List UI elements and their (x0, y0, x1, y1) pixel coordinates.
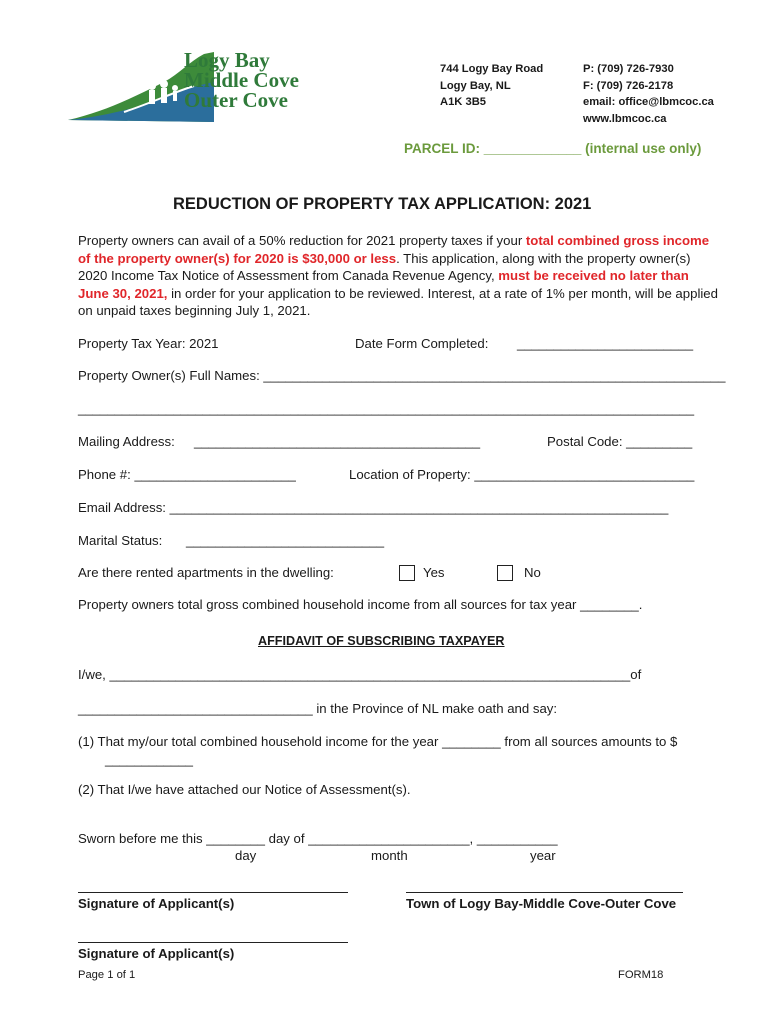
rented-apartments-label: Are there rented apartments in the dwelling: (78, 565, 334, 580)
email-field[interactable]: Email Address: ____________________________________________________________________ (78, 500, 669, 515)
affiant-name-field[interactable]: I/we, _______________________________________________________________________of (78, 667, 642, 682)
page-title: REDUCTION OF PROPERTY TAX APPLICATION: 2021 (173, 195, 592, 213)
phone-field[interactable]: Phone #: ______________________ (78, 467, 296, 482)
signature-label-2: Signature of Applicant(s) (78, 946, 235, 961)
intro-text-2: . This application, along with the property owner(s) 2020 Income Tax Notice of Assessment from Canada Revenue Agency, (78, 250, 691, 283)
month-caption: month (371, 848, 408, 863)
affiant-location-field[interactable]: ________________________________ in the Province of NL make oath and say: (78, 701, 558, 716)
signature-line-1[interactable] (78, 892, 348, 893)
location-field[interactable]: Location of Property: ______________________________ (349, 467, 695, 482)
address-line-2: Logy Bay, NL (440, 79, 511, 92)
oath-item-1-amount[interactable]: ____________ (105, 752, 194, 767)
day-caption: day (235, 848, 257, 863)
logo-line-2: Middle Cove (184, 68, 299, 92)
postal-code-field[interactable]: Postal Code: _________ (547, 434, 693, 449)
logo-line-1: Logy Bay (184, 48, 270, 72)
no-label: No (524, 565, 541, 580)
page-number: Page 1 of 1 (78, 969, 136, 981)
owner-names-field-2[interactable]: ____________________________________________________________________________________ (78, 401, 695, 416)
sworn-date-field[interactable]: Sworn before me this ________ day of ______________________, ___________ (78, 831, 558, 846)
marital-status-field[interactable]: ___________________________ (186, 533, 385, 548)
email-line: email: office@lbmcoc.ca (583, 96, 714, 108)
address-line-1: 744 Logy Bay Road (440, 63, 544, 75)
intro-highlight-1: total combined gross income of the property owner(s) for 2020 is $30,000 or less (78, 233, 710, 266)
mailing-address-label: Mailing Address: (78, 434, 175, 449)
phone-line: P: (709) 726-7930 (583, 63, 674, 75)
household-income-field[interactable]: Property owners total gross combined household income from all sources for tax year ________. (78, 597, 643, 612)
affidavit-heading: AFFIDAVIT OF SUBSCRIBING TAXPAYER (258, 634, 505, 648)
address-line-3: A1K 3B5 (440, 96, 487, 108)
intro-text-1: Property owners can avail of a 50% reduction for 2021 property taxes if your (78, 233, 526, 248)
signature-line-2[interactable] (78, 942, 348, 943)
logo (64, 42, 344, 124)
signature-label-1: Signature of Applicant(s) (78, 896, 235, 911)
header-address (440, 61, 543, 111)
parcel-id: PARCEL ID: _____________ (internal use only) (404, 141, 702, 156)
date-completed-field[interactable]: ________________________ (517, 336, 694, 351)
tax-year: Property Tax Year: 2021 (78, 336, 219, 351)
year-caption: year (530, 848, 556, 863)
intro-paragraph (78, 232, 718, 320)
fax-line: F: (709) 726-2178 (583, 79, 674, 92)
oath-item-1[interactable]: (1) That my/our total combined household income for the year ________ from all sources amounts to $ (78, 734, 678, 749)
no-checkbox[interactable] (497, 565, 513, 581)
mailing-address-field[interactable]: _______________________________________ (194, 434, 481, 449)
logo-line-3: Outer Cove (184, 88, 289, 112)
header-contact (583, 61, 714, 127)
yes-label: Yes (423, 565, 445, 580)
yes-checkbox[interactable] (399, 565, 415, 581)
website-line: www.lbmcoc.ca (583, 112, 667, 125)
form-code: FORM18 (618, 969, 664, 981)
intro-text-3: in order for your application to be reviewed. Interest, at a rate of 1% per month, will be applied on unpaid taxes beginning July 1, 2021. (78, 285, 718, 318)
town-signature-line[interactable] (406, 892, 683, 893)
town-signature-label: Town of Logy Bay-Middle Cove-Outer Cove (406, 896, 677, 911)
date-completed-label: Date Form Completed: (355, 336, 489, 351)
oath-item-2: (2) That I/we have attached our Notice of Assessment(s). (78, 782, 411, 797)
owner-names-field[interactable]: Property Owner(s) Full Names: _______________________________________________________________ (78, 368, 726, 383)
intro-highlight-2: must be received no later than June 30, 2021, (78, 268, 689, 301)
marital-status-label: Marital Status: (78, 533, 163, 548)
